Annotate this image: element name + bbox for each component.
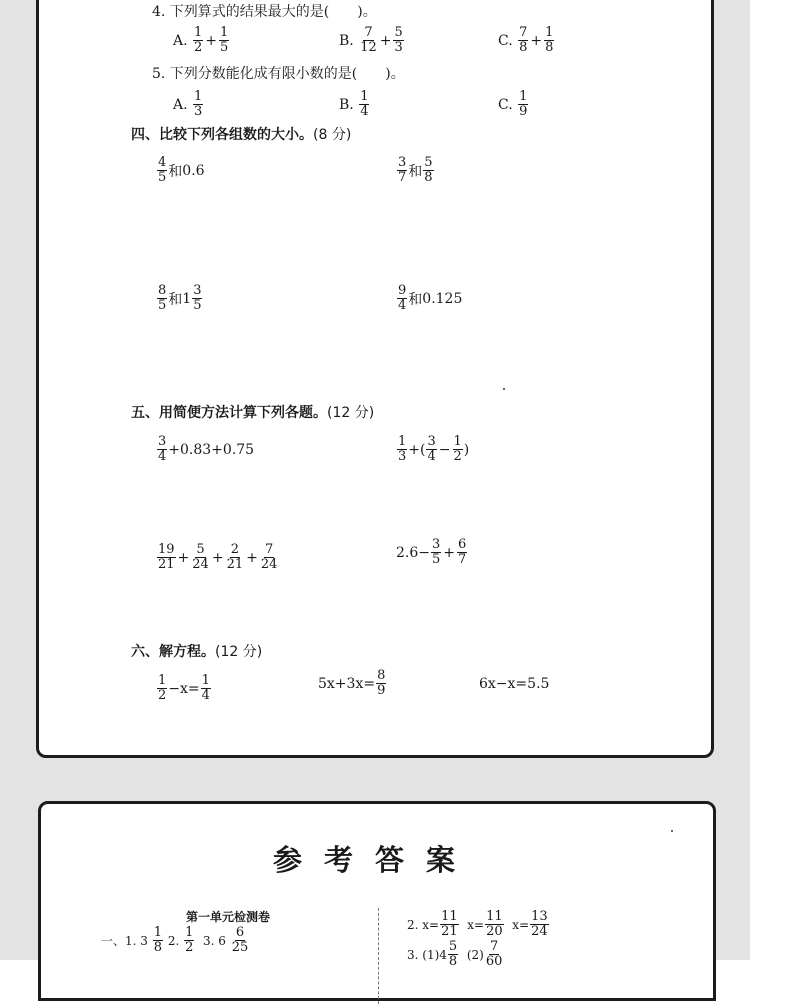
compare-item-3: $\frac{8}{5}$ 和 1 $\frac{3}{5}$ xyxy=(158,283,202,313)
print-speck xyxy=(671,830,673,832)
fraction: $\frac{1}{5}$ xyxy=(220,25,229,55)
fraction: $\frac{1}{3}$ xyxy=(194,89,203,119)
unit-title: 第一单元检测卷 xyxy=(186,910,271,924)
calc-item-3: $\frac{19}{21}$ + $\frac{5}{24}$ + $\frac{2}{21}$ + $\frac{7}{24}$ xyxy=(158,542,278,572)
fraction: $\frac{5}{24}$ xyxy=(192,542,209,572)
fraction: $\frac{11}{21}$ xyxy=(441,909,458,939)
compare-item-4: $\frac{9}{4}$ 和 0.125 xyxy=(398,283,463,313)
answer-line-left: 一、1. 3 $\frac{1}{8}$ 2. $\frac{1}{2}$ 3. 6 $\frac{6}{25}$ xyxy=(101,925,249,955)
fraction: $\frac{1}{2}$ xyxy=(453,434,462,464)
q5-option-b[interactable]: B. $\frac{1}{4}$ xyxy=(339,89,369,119)
section6-title: 六、解方程。(12 分) xyxy=(131,644,263,660)
q4-stem: 4. 下列算式的结果最大的是( )。 xyxy=(152,4,377,20)
fraction: $\frac{7}{60}$ xyxy=(485,939,503,969)
equation-2: 5x+3x= $\frac{8}{9}$ xyxy=(318,668,386,698)
fraction: $\frac{7}{8}$ xyxy=(519,25,528,55)
fraction: $\frac{1}{3}$ xyxy=(398,434,407,464)
fraction: $\frac{9}{4}$ xyxy=(398,283,407,313)
answer-sheet xyxy=(38,801,716,1001)
fraction: $\frac{3}{4}$ xyxy=(427,434,436,464)
fraction: $\frac{3}{5}$ xyxy=(193,283,202,313)
fraction: $\frac{3}{7}$ xyxy=(398,155,407,185)
fraction: $\frac{8}{9}$ xyxy=(377,668,386,698)
fraction: $\frac{5}{3}$ xyxy=(394,25,403,55)
answer-line-right-1: 2. x= $\frac{11}{21}$ x= $\frac{11}{20}$ x= $\frac{13}{24}$ xyxy=(407,909,548,939)
fraction: $\frac{1}{2}$ xyxy=(185,925,194,955)
fraction: $\frac{19}{21}$ xyxy=(158,542,175,572)
fraction: $\frac{3}{4}$ xyxy=(158,434,167,464)
calc-item-1: $\frac{3}{4}$ +0.83+0.75 xyxy=(158,434,255,464)
fraction: $\frac{7}{24}$ xyxy=(260,542,278,572)
calc-item-2: $\frac{1}{3}$ +( $\frac{3}{4}$ − $\frac{1}{2}$ ) xyxy=(398,434,470,464)
fraction: $\frac{1}{9}$ xyxy=(519,89,528,119)
fraction: $\frac{5}{8}$ xyxy=(448,939,458,969)
equation-3: 6x−x=5.5 xyxy=(479,676,550,692)
fraction: $\frac{6}{25}$ xyxy=(231,925,249,955)
calc-item-4: 2.6− $\frac{3}{5}$ + $\frac{6}{7}$ xyxy=(396,537,467,567)
fraction: $\frac{3}{5}$ xyxy=(432,537,441,567)
fraction: $\frac{13}{24}$ xyxy=(531,909,548,939)
compare-item-2: $\frac{3}{7}$ 和 $\frac{5}{8}$ xyxy=(398,155,433,185)
fraction: $\frac{1}{4}$ xyxy=(201,673,210,703)
q5-option-c[interactable]: C. $\frac{1}{9}$ xyxy=(498,89,528,119)
q4-option-a[interactable]: A. $\frac{1}{2}$ + $\frac{1}{5}$ xyxy=(173,25,229,55)
exercise-sheet xyxy=(36,0,714,758)
equation-1: $\frac{1}{2}$ −x= $\frac{1}{4}$ xyxy=(158,673,210,703)
fraction: $\frac{1}{2}$ xyxy=(158,673,167,703)
q5-stem: 5. 下列分数能化成有限小数的是( )。 xyxy=(152,66,405,82)
section5-title: 五、用简便方法计算下列各题。(12 分) xyxy=(131,405,375,421)
fraction: $\frac{5}{8}$ xyxy=(424,155,433,185)
q5-option-a[interactable]: A. $\frac{1}{3}$ xyxy=(173,89,203,119)
fraction: $\frac{1}{8}$ xyxy=(545,25,554,55)
answer-line-right-2: 3. (1)4 $\frac{5}{8}$ (2) $\frac{7}{60}$ xyxy=(407,939,503,969)
q4-option-c[interactable]: C. $\frac{7}{8}$ + $\frac{1}{8}$ xyxy=(498,25,554,55)
print-speck xyxy=(503,388,505,390)
fraction: $\frac{1}{2}$ xyxy=(194,25,203,55)
fraction: $\frac{6}{7}$ xyxy=(458,537,467,567)
fraction: $\frac{4}{5}$ xyxy=(158,155,167,185)
fraction: $\frac{11}{20}$ xyxy=(486,909,503,939)
fraction: $\frac{7}{12}$ xyxy=(360,25,377,55)
fraction: $\frac{2}{21}$ xyxy=(226,542,244,572)
fraction: $\frac{1}{4}$ xyxy=(360,89,369,119)
compare-item-1: $\frac{4}{5}$ 和 0.6 xyxy=(158,155,205,185)
fraction: $\frac{8}{5}$ xyxy=(158,283,167,313)
column-divider xyxy=(378,908,379,1004)
answers-title: 参考答案 xyxy=(273,843,478,877)
fraction: $\frac{1}{8}$ xyxy=(153,925,163,955)
section4-title: 四、比较下列各组数的大小。(8 分) xyxy=(131,127,352,143)
q4-option-b[interactable]: B. $\frac{7}{12}$ + $\frac{5}{3}$ xyxy=(339,25,403,55)
